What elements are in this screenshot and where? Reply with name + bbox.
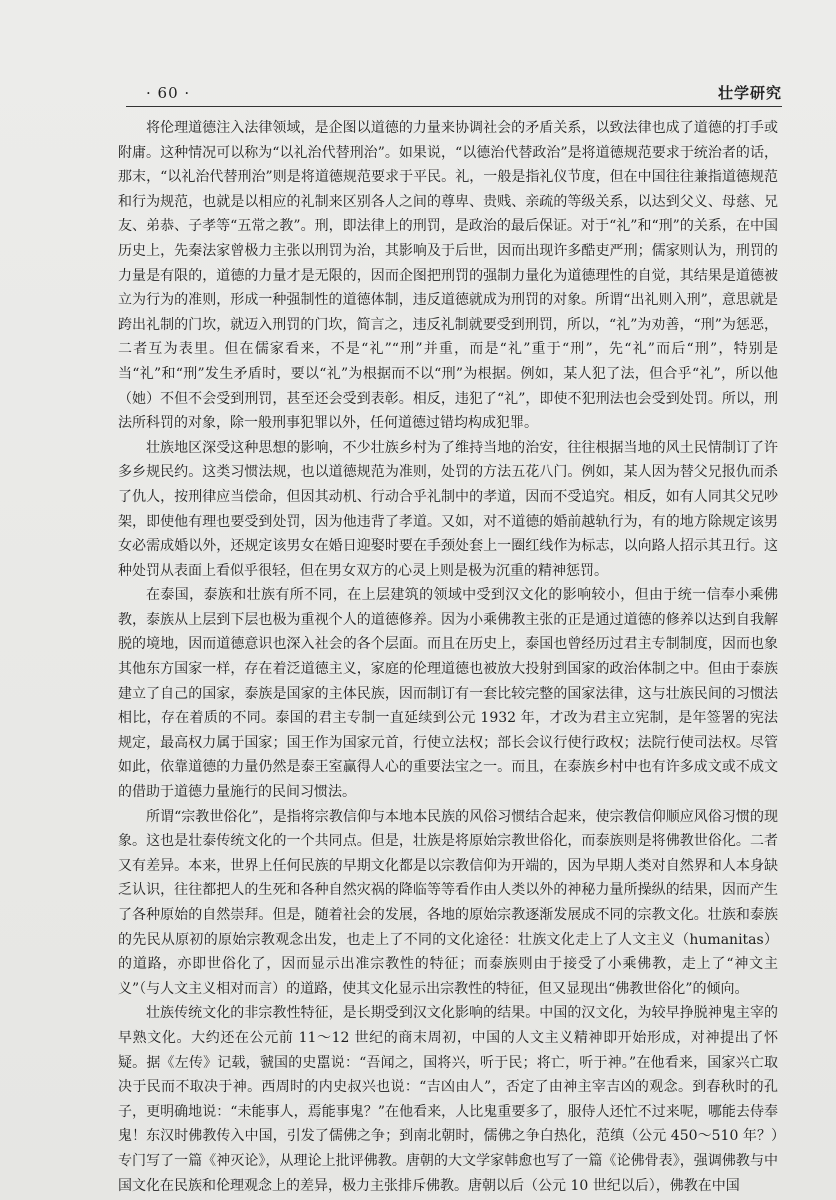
header-rule	[126, 106, 782, 107]
paragraph: 将伦理道德注入法律领域，是企图以道德的力量来协调社会的矛盾关系，以致法律也成了道德的打手或附庸。这种情况可以称为“以礼治代替刑治”。如果说，“以德治代替政治”是将道德规范要求于统治者的话，那末，“以礼治代替刑治”则是将道德规范要求于平民。礼，一般是指礼仪节度，但在中国往往兼指道德规范和行为规范，也就是以相应的礼制来区别各人之间的尊卑、贵贱、亲疏的等级关系，以达到父义、母慈、兄友、弟恭、子孝等“五常之教”。刑，即法律上的刑罚，是政治的最后保证。对于“礼”和“刑”的关系，在中国历史上，先秦法家曾极力主张以刑罚为治，其影响及于后世，因而出现许多酷吏严刑；儒家则认为，刑罚的力量是有限的，道德的力量才是无限的，因而企图把刑罚的强制力量化为道德理性的自觉，其结果是道德被立为行为的准则，形成一种强制性的道德体制，违反道德就成为刑罚的对象。所谓“出礼则入刑”，意思就是跨出礼制的门坎，就迈入刑罚的门坎，简言之，违反礼制就要受到刑罚，所以，“礼”为劝善，“刑”为惩恶，二者互为表里。但在儒家看来，不是“礼”“刑”并重，而是“礼”重于“刑”，先“礼”而后“刑”，特别是当“礼”和“刑”发生矛盾时，要以“礼”为根据而不以“刑”为根据。例如，某人犯了法，但合乎“礼”，所以他（她）不但不会受到刑罚，甚至还会受到表彰。相反，违犯了“礼”，即使不犯刑法也会受到处罚。所以，刑法所科罚的对象，除一般刑事犯罪以外，任何道德过错均构成犯罪。	[118, 120, 778, 432]
paragraph: 所谓“宗教世俗化”，是指将宗教信仰与本地本民族的风俗习惯结合起来，使宗教信仰顺应风俗习惯的现象。这也是壮泰传统文化的一个共同点。但是，壮族是将原始宗教世俗化，而泰族则是将佛教世俗化。二者又有差异。本来，世界上任何民族的早期文化都是以宗教信仰为开端的，因为早期人类对自然界和人本身缺乏认识，往往都把人的生死和各种自然灾祸的降临等等看作由人类以外的神秘力量所操纵的结果，因而产生了各种原始的自然崇拜。但是，随着社会的发展，各地的原始宗教逐渐发展成不同的宗教文化。壮族和泰族的先民从原初的原始宗教观念出发，也走上了不同的文化途径：壮族文化走上了人文主义（humanitas）的道路，亦即世俗化了，因而显示出准宗教性的特征；而泰族则由于接受了小乘佛教，走上了“神文主义”（与人文主义相对而言）的道路，使其文化显示出宗教性的特征，但又显现出“佛教世俗化”的倾向。	[118, 808, 778, 997]
page-number: · 60 ·	[146, 84, 191, 102]
article-body	[118, 116, 778, 1194]
journal-name: 壮学研究	[717, 84, 782, 102]
paragraph: 壮族地区深受这种思想的影响，不少壮族乡村为了维持当地的治安，往往根据当地的风土民情制订了许多乡规民约。这类习惯法规，也以道德规范为准则，处罚的方法五花八门。例如，某人因为替父兄报仇而杀了仇人，按刑律应当偿命，但因其动机、行动合乎礼制中的孝道，因而不受追究。相反，如有人同其父兄吵架，即使他有理也要受到处罚，因为他违背了孝道。又如，对不道德的婚前越轨行为，有的地方除规定该男女必需成婚以外，还规定该男女在婚日迎娶时要在手颈处套上一圈红线作为标志，以向路人招示其丑行。这种处罚从表面上看似乎很轻，但在男女双方的心灵上则是极为沉重的精神惩罚。	[118, 439, 778, 579]
paragraph: 在泰国，泰族和壮族有所不同，在上层建筑的领域中受到汉文化的影响较小，但由于统一信奉小乘佛教，泰族从上层到下层也极为重视个人的道德修养。因为小乘佛教主张的正是通过道德的修养以达到自我解脱的境地，因而道德意识也深入社会的各个层面。而且在历史上，泰国也曾经历过君主专制制度，因而也象其他东方国家一样，存在着泛道德主义，家庭的伦理道德也被放大投射到国家的政治体制之中。但由于泰族建立了自己的国家，泰族是国家的主体民族，因而制订有一套比较完整的国家法律，这与壮族民间的习惯法相比，存在着质的不同。泰国的君主专制一直延续到公元 1932 年，才改为君主立宪制，是年签署的宪法规定，最高权力属于国家；国王作为国家元首，行使立法权；部长会议行使行政权；法院行使司法权。尽管如此，依靠道德的力量仍然是泰王室赢得人心的重要法宝之一。而且，在泰族乡村中也有许多成文或不成文的借助于道德力量施行的民间习惯法。	[118, 587, 778, 801]
running-header	[126, 82, 782, 104]
paragraph: 壮族传统文化的非宗教性特征，是长期受到汉文化影响的结果。中国的汉文化，为较早挣脱神鬼主宰的早熟文化。大约还在公元前 11～12 世纪的商末周初，中国的人文主义精神即开始形成，对神提出了怀疑。据《左传》记载，虢国的史嚚说：“吾闻之，国将兴，听于民；将亡，听于神。”在他看来，国家兴亡取决于民而不取决于神。西周时的内史叔兴也说：“吉凶由人”，否定了由神主宰吉凶的观念。到春秋时的孔子，更明确地说：“未能事人，焉能事鬼？”在他看来，人比鬼重要多了，服侍人还忙不过来呢，哪能去侍奉鬼！东汉时佛教传入中国，引发了儒佛之争；到南北朝时，儒佛之争白热化，范缜（公元 450～510 年？）专门写了一篇《神灭论》，从理论上批评佛教。唐朝的大文学家韩愈也写了一篇《论佛骨表》，强调佛教与中国文化在民族和伦理观念上的差异，极力主张排斥佛教。唐朝以后（公元 10 世纪以后），佛教在中国	[118, 1005, 778, 1194]
